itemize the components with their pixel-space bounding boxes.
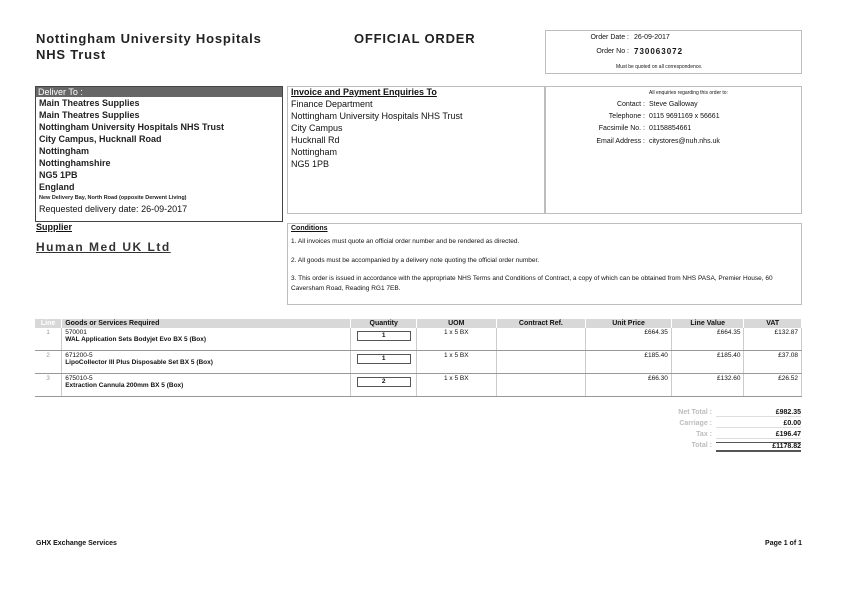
deliver-line: England <box>39 182 75 192</box>
quantity-cell <box>351 351 417 374</box>
vat-cell: £37.08 <box>744 351 802 374</box>
carriage-row <box>660 420 802 431</box>
footer-left: GHX Exchange Services <box>36 540 117 547</box>
document-title: OFFICIAL ORDER <box>354 31 476 46</box>
col-vat: VAT <box>744 319 802 328</box>
deliver-line: Main Theatres Supplies <box>39 110 140 120</box>
quantity-box: 1 <box>357 331 411 341</box>
invoice-enquiries-box <box>287 86 545 214</box>
line-number: 1 <box>35 328 62 351</box>
order-meta-box <box>545 30 802 74</box>
product-description: Extraction Cannula 200mm BX 5 (Box) <box>65 382 184 389</box>
supplier-name: Human Med UK Ltd <box>36 240 171 254</box>
deliver-line: City Campus, Hucknall Road <box>39 134 162 144</box>
deliver-note: New Delivery Bay, North Road (opposite Derwent Living) <box>39 195 187 201</box>
invoice-header: Invoice and Payment Enquiries To <box>291 87 437 97</box>
invoice-line: Nottingham <box>291 147 338 157</box>
product-code: 675010-5 <box>65 375 93 382</box>
table-header-row <box>35 319 802 328</box>
order-no-value: 730063072 <box>634 47 684 56</box>
invoice-line: City Campus <box>291 123 343 133</box>
grand-total-value: £1178.82 <box>716 442 801 452</box>
organisation-name-line2: NHS Trust <box>36 47 107 62</box>
conditions-header: Conditions <box>291 225 328 232</box>
contact-box <box>545 86 802 214</box>
col-line: Line <box>35 319 62 328</box>
condition-1: 1. All invoices must quote an official order number and be rendered as directed. <box>291 238 520 245</box>
product-code: 671200-5 <box>65 352 93 359</box>
net-total-label: Net Total : <box>678 409 712 416</box>
deliver-line: Main Theatres Supplies <box>39 98 140 108</box>
goods-cell <box>62 374 351 397</box>
contact-value: Steve Galloway <box>649 101 698 108</box>
deliver-line: Nottingham <box>39 146 89 156</box>
table-row <box>35 351 802 374</box>
grand-total-row <box>660 442 802 453</box>
table-row <box>35 374 802 397</box>
fax-value: 01158854661 <box>649 125 692 132</box>
line-number: 2 <box>35 351 62 374</box>
uom-cell: 1 x 5 BX <box>416 351 496 374</box>
unit-price-cell: £66.30 <box>586 374 672 397</box>
deliver-to-box <box>35 86 283 222</box>
telephone-value: 0115 9691169 x 56661 <box>649 113 720 120</box>
quantity-cell <box>351 328 417 351</box>
table-row <box>35 328 802 351</box>
line-value-cell: £664.35 <box>671 328 744 351</box>
tax-row <box>660 431 802 442</box>
tax-value: £196.47 <box>716 431 801 439</box>
contact-label: Contact : <box>616 101 645 108</box>
contract-ref-cell <box>496 351 586 374</box>
totals-block <box>660 409 802 453</box>
product-code: 570001 <box>65 329 87 336</box>
unit-price-cell: £185.40 <box>586 351 672 374</box>
col-goods: Goods or Services Required <box>62 319 351 328</box>
quantity-box: 1 <box>357 354 411 364</box>
order-items-table <box>35 319 802 397</box>
contact-intro: All enquiries regarding this order to: <box>649 90 728 96</box>
email-label: Email Address : <box>596 138 645 145</box>
tax-label: Tax : <box>696 431 712 438</box>
fax-label: Facsimile No. : <box>598 125 645 132</box>
telephone-label: Telephone : <box>608 113 645 120</box>
uom-cell: 1 x 5 BX <box>416 328 496 351</box>
page-number: Page 1 of 1 <box>765 540 802 547</box>
contract-ref-cell <box>496 374 586 397</box>
contract-ref-cell <box>496 328 586 351</box>
line-value-cell: £132.60 <box>671 374 744 397</box>
net-total-value: £982.35 <box>716 409 801 417</box>
carriage-value: £0.00 <box>716 420 801 428</box>
goods-cell <box>62 351 351 374</box>
condition-2: 2. All goods must be accompanied by a delivery note quoting the official order number. <box>291 257 540 264</box>
deliver-line: Nottinghamshire <box>39 158 111 168</box>
vat-cell: £132.87 <box>744 328 802 351</box>
invoice-line: Finance Department <box>291 99 373 109</box>
quantity-box: 2 <box>357 377 411 387</box>
grand-total-label: Total : <box>691 442 712 449</box>
deliver-line: NG5 1PB <box>39 170 78 180</box>
quantity-cell <box>351 374 417 397</box>
supplier-label: Supplier <box>36 222 73 232</box>
col-unit-price: Unit Price <box>586 319 672 328</box>
organisation-name <box>36 31 262 63</box>
order-date-value: 26-09-2017 <box>634 34 670 41</box>
email-value[interactable]: citystores@nuh.nhs.uk <box>649 138 720 145</box>
order-no-label: Order No : <box>596 48 629 55</box>
vat-cell: £26.52 <box>744 374 802 397</box>
product-description: LipoCollector III Plus Disposable Set BX 5 (Box) <box>65 359 213 366</box>
invoice-line: NG5 1PB <box>291 159 330 169</box>
order-date-label: Order Date : <box>590 34 629 41</box>
unit-price-cell: £664.35 <box>586 328 672 351</box>
line-value-cell: £185.40 <box>671 351 744 374</box>
col-quantity: Quantity <box>351 319 417 328</box>
uom-cell: 1 x 5 BX <box>416 374 496 397</box>
requested-delivery-date: Requested delivery date: 26-09-2017 <box>39 204 188 214</box>
product-description: WAL Application Sets Bodyjet Evo BX 5 (Box) <box>65 336 207 343</box>
condition-3: 3. This order is issued in accordance with the appropriate NHS Terms and Conditions of Contract, a copy of which can be obtained from NHS PASA, Premier House, 60 Caversham Road, Reading RG1 7EB. <box>291 275 773 292</box>
order-no-note: Must be quoted on all correspondence. <box>616 64 703 70</box>
col-uom: UOM <box>416 319 496 328</box>
invoice-line: Hucknall Rd <box>291 135 340 145</box>
invoice-line: Nottingham University Hospitals NHS Trust <box>291 111 463 121</box>
deliver-to-header: Deliver To : <box>36 87 282 97</box>
conditions-box <box>287 223 802 305</box>
organisation-name-line1: Nottingham University Hospitals <box>36 31 262 46</box>
deliver-line: Nottingham University Hospitals NHS Trust <box>39 122 225 132</box>
col-line-value: Line Value <box>671 319 744 328</box>
col-contract: Contract Ref. <box>496 319 586 328</box>
goods-cell <box>62 328 351 351</box>
net-total-row <box>660 409 802 420</box>
line-number: 3 <box>35 374 62 397</box>
carriage-label: Carriage : <box>679 420 712 427</box>
